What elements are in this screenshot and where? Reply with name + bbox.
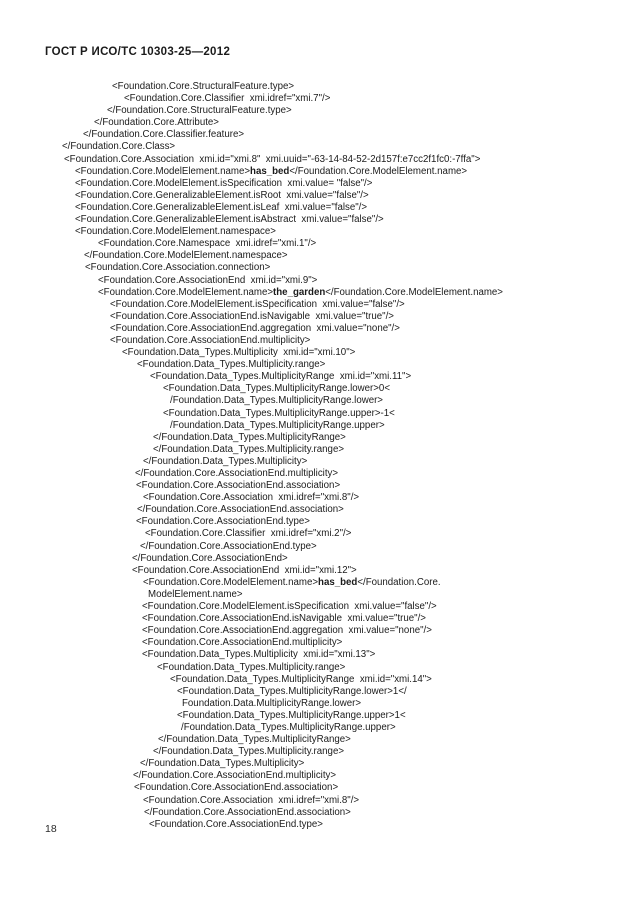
code-line [62, 420, 503, 432]
code-text: </Foundation.Core.Classifier.feature> [83, 129, 245, 141]
code-line [62, 299, 503, 311]
code-line [62, 262, 503, 274]
code-text: </Foundation.Core.AssociationEnd.association> [144, 806, 351, 818]
code-line [62, 287, 503, 299]
code-line [62, 468, 503, 480]
code-line [62, 613, 503, 625]
code-text: <Foundation.Core.ModelElement.name> [98, 286, 274, 298]
code-line [62, 577, 503, 589]
standard-designation-header: ГОСТ Р ИСО/ТС 10303-25—2012 [45, 46, 231, 58]
code-line [62, 190, 503, 202]
code-line [62, 589, 503, 601]
code-text: <Foundation.Data_Types.Multiplicity xmi.id="xmi.13"> [142, 649, 376, 661]
code-line [62, 710, 503, 722]
code-text: <Foundation.Core.GeneralizableElement.isAbstract xmi.value="false"/> [75, 214, 384, 226]
code-line [62, 81, 503, 93]
code-line [62, 770, 503, 782]
code-text: <Foundation.Data_Types.MultiplicityRange xmi.id="xmi.14"> [170, 673, 432, 685]
model-element-name: the_garden [273, 286, 326, 298]
code-line [62, 649, 503, 661]
code-line [62, 202, 503, 214]
code-line [62, 734, 503, 746]
code-text: <Foundation.Data_Types.Multiplicity.range> [137, 359, 326, 371]
code-line [62, 782, 503, 794]
code-line [62, 456, 503, 468]
code-line [62, 154, 503, 166]
code-line [62, 625, 503, 637]
code-line [62, 565, 503, 577]
code-text: </Foundation.Core.AssociationEnd.association> [137, 504, 344, 516]
code-line [62, 166, 503, 178]
code-text: <Foundation.Data_Types.Multiplicity xmi.id="xmi.10"> [122, 347, 356, 359]
code-line [62, 637, 503, 649]
code-text: </Foundation.Data_Types.Multiplicity.range> [153, 746, 344, 758]
code-text: <Foundation.Core.ModelElement.isSpecification xmi.value="false"/> [142, 601, 437, 613]
code-text: <Foundation.Core.AssociationEnd.type> [149, 818, 323, 830]
code-line [62, 492, 503, 504]
code-text: ModelElement.name> [148, 588, 243, 600]
xmi-code-listing [62, 81, 503, 831]
code-text: <Foundation.Data_Types.MultiplicityRange.lower>0< [163, 383, 390, 395]
code-text: <Foundation.Core.AssociationEnd.association> [134, 782, 339, 794]
code-text: </Foundation.Core.AssociationEnd.multiplicity> [133, 770, 337, 782]
code-line [62, 795, 503, 807]
code-text: </Foundation.Core.ModelElement.name> [325, 286, 503, 298]
code-line [62, 541, 503, 553]
code-text: </Foundation.Data_Types.Multiplicity.range> [153, 443, 344, 455]
code-line [62, 698, 503, 710]
code-text: <Foundation.Data_Types.MultiplicityRange.upper>-1< [163, 407, 395, 419]
code-text: <Foundation.Core.AssociationEnd xmi.id="xmi.12"> [132, 564, 357, 576]
code-text: <Foundation.Data_Types.MultiplicityRange xmi.id="xmi.11"> [150, 371, 412, 383]
code-text: /Foundation.Data_Types.MultiplicityRange.upper> [170, 419, 385, 431]
code-line [62, 408, 503, 420]
code-line [62, 335, 503, 347]
code-text: <Foundation.Core.AssociationEnd.multiplicity> [142, 637, 343, 649]
code-line [62, 746, 503, 758]
code-text: <Foundation.Core.AssociationEnd.aggregation xmi.value="none"/> [110, 322, 400, 334]
code-line [62, 553, 503, 565]
code-line [62, 807, 503, 819]
code-line [62, 601, 503, 613]
code-line [62, 444, 503, 456]
code-line [62, 516, 503, 528]
code-text: <Foundation.Core.AssociationEnd.association> [136, 480, 341, 492]
code-text: <Foundation.Core.GeneralizableElement.isRoot xmi.value="false"/> [75, 189, 369, 201]
code-text: </Foundation.Data_Types.MultiplicityRange> [158, 734, 351, 746]
code-text: <Foundation.Core.AssociationEnd.isNavigable xmi.value="true"/> [110, 310, 394, 322]
code-text: <Foundation.Core.Namespace xmi.idref="xmi.1"/> [98, 238, 317, 250]
code-line [62, 359, 503, 371]
code-text: <Foundation.Core.AssociationEnd xmi.id="xmi.9"> [98, 274, 318, 286]
code-line [62, 178, 503, 190]
code-line [62, 275, 503, 287]
code-text: Foundation.Data.MultiplicityRange.lower> [182, 697, 362, 709]
code-text: <Foundation.Core.ModelElement.isSpecification xmi.value="false"/> [110, 298, 405, 310]
code-line [62, 238, 503, 250]
code-line [62, 129, 503, 141]
code-text: <Foundation.Core.ModelElement.isSpecification xmi.value= "false"/> [75, 177, 373, 189]
code-line [62, 226, 503, 238]
code-text: </Foundation.Core.AssociationEnd> [132, 552, 288, 564]
code-text: <Foundation.Core.AssociationEnd.isNavigable xmi.value="true"/> [142, 613, 426, 625]
code-line [62, 214, 503, 226]
page-number: 18 [45, 823, 57, 835]
code-text: </Foundation.Core.Attribute> [94, 117, 219, 129]
code-line [62, 395, 503, 407]
code-line [62, 105, 503, 117]
code-line [62, 528, 503, 540]
code-line [62, 311, 503, 323]
code-text: <Foundation.Core.Association xmi.idref="xmi.8"/> [143, 492, 360, 504]
code-text: <Foundation.Core.AssociationEnd.aggregation xmi.value="none"/> [142, 625, 432, 637]
code-text: /Foundation.Data_Types.MultiplicityRange.lower> [170, 395, 383, 407]
code-text: <Foundation.Core.AssociationEnd.type> [136, 516, 310, 528]
code-line [62, 662, 503, 674]
code-text: <Foundation.Core.GeneralizableElement.isLeaf xmi.value="false"/> [75, 201, 368, 213]
code-text: <Foundation.Core.Association.connection> [85, 262, 271, 274]
code-text: </Foundation.Data_Types.Multiplicity> [143, 455, 308, 467]
code-text: <Foundation.Core.ModelElement.name> [143, 576, 319, 588]
code-text: </Foundation.Data_Types.MultiplicityRange> [153, 431, 346, 443]
code-text: </Foundation.Core.AssociationEnd.type> [140, 540, 317, 552]
code-text: <Foundation.Core.AssociationEnd.multiplicity> [110, 334, 311, 346]
code-text: <Foundation.Data_Types.Multiplicity.range> [157, 661, 346, 673]
code-line [62, 432, 503, 444]
code-text: <Foundation.Data_Types.MultiplicityRange.upper>1< [177, 709, 406, 721]
code-line [62, 758, 503, 770]
code-text: </Foundation.Core. [357, 576, 441, 588]
code-line [62, 383, 503, 395]
code-line [62, 674, 503, 686]
code-line [62, 686, 503, 698]
model-element-name: has_bed [250, 165, 290, 177]
code-text: <Foundation.Core.ModelElement.namespace> [75, 226, 276, 238]
code-text: <Foundation.Core.Classifier xmi.idref="xmi.2"/> [145, 528, 352, 540]
code-line [62, 347, 503, 359]
code-text: </Foundation.Core.ModelElement.name> [289, 165, 468, 177]
code-text: </Foundation.Core.Class> [62, 141, 176, 153]
code-line [62, 141, 503, 153]
code-text: </Foundation.Core.AssociationEnd.multiplicity> [135, 468, 339, 479]
code-line [62, 371, 503, 383]
code-line [62, 722, 503, 734]
code-line [62, 504, 503, 516]
code-text: </Foundation.Core.StructuralFeature.type> [107, 105, 292, 117]
code-text: /Foundation.Data_Types.MultiplicityRange.upper> [181, 721, 396, 733]
code-line [62, 117, 503, 129]
code-text: <Foundation.Core.Association xmi.idref="xmi.8"/> [143, 794, 360, 806]
code-text: <Foundation.Core.Classifier xmi.idref="xmi.7"/> [124, 93, 331, 105]
code-text: </Foundation.Data_Types.Multiplicity> [140, 758, 305, 770]
code-line [62, 93, 503, 105]
code-line [62, 250, 503, 262]
code-line [62, 480, 503, 492]
code-text: <Foundation.Data_Types.MultiplicityRange.lower>1</ [177, 685, 407, 697]
code-line [62, 323, 503, 335]
model-element-name: has_bed [318, 576, 358, 588]
code-text: <Foundation.Core.ModelElement.name> [75, 165, 251, 177]
code-text: </Foundation.Core.ModelElement.namespace> [84, 250, 288, 262]
code-text: <Foundation.Core.StructuralFeature.type> [112, 81, 295, 92]
code-text: <Foundation.Core.Association xmi.id="xmi.8" xmi.uuid="-63-14-84-52-2d157f:e7cc2f1fc0:-7ffa"> [64, 153, 481, 165]
code-line [62, 819, 503, 831]
